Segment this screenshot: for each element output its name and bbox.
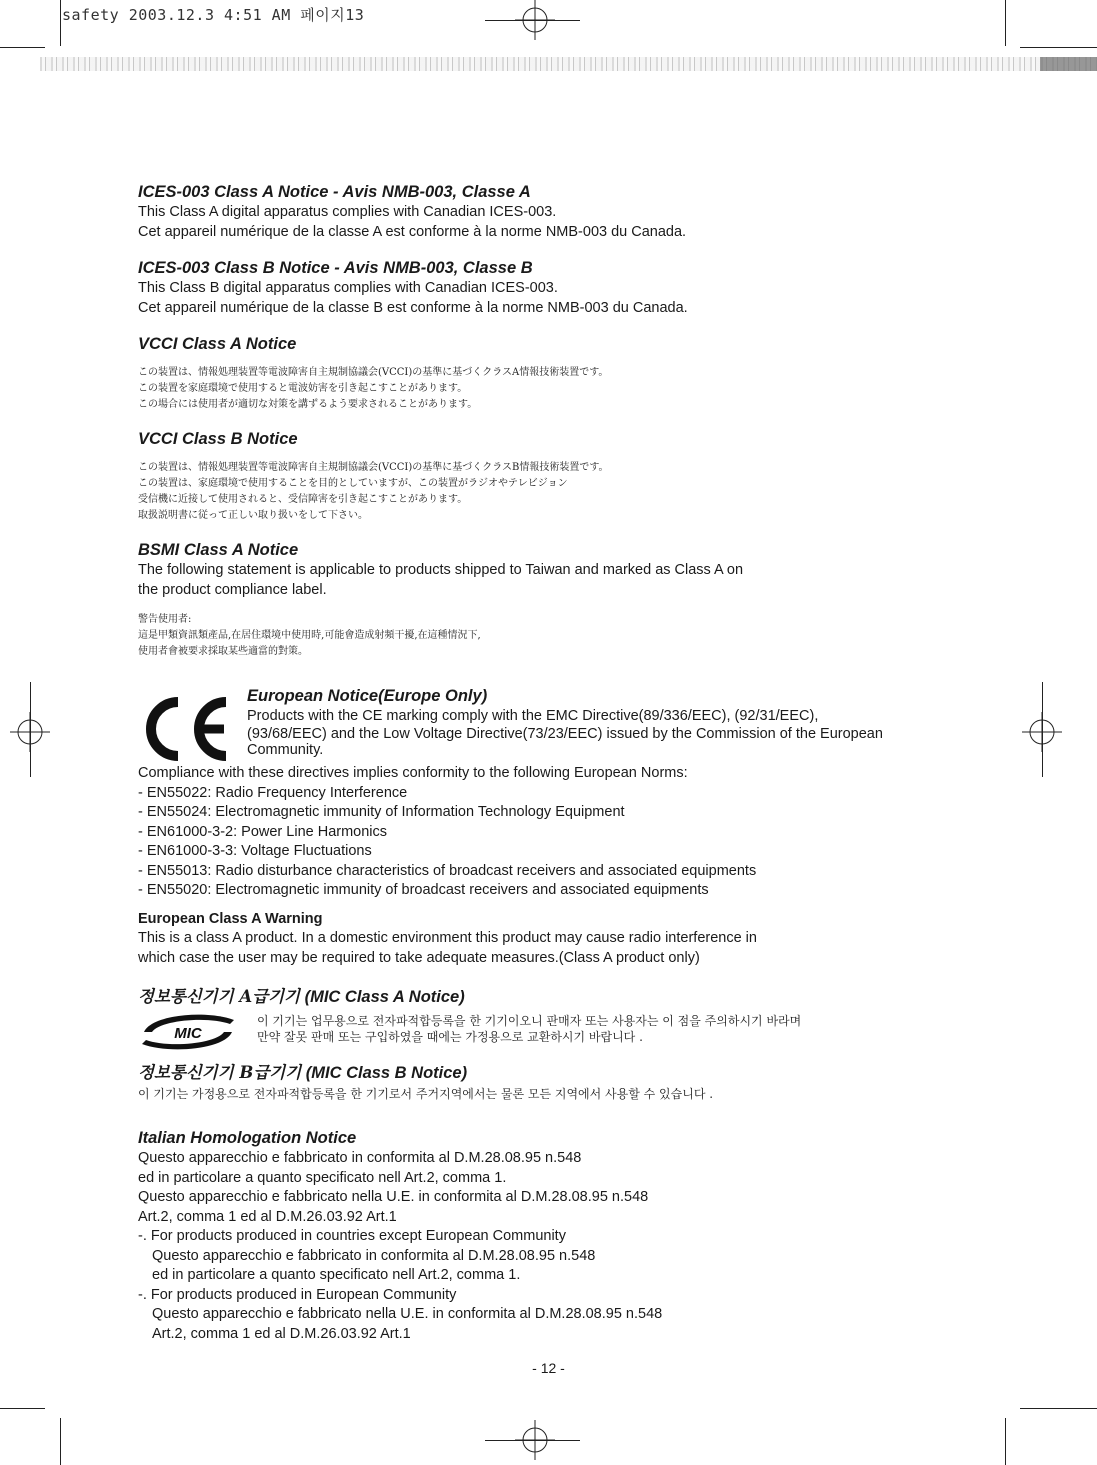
norm-item: - EN61000-3-3: Voltage Fluctuations — [138, 843, 372, 859]
heading-korean: 정보통신기기 A급기기 — [138, 987, 300, 1006]
crop-mark — [1020, 1408, 1097, 1409]
crop-mark — [485, 20, 580, 21]
japanese-line: この装置は、情報処理装置等電波障害自主規制協議会(VCCI)の基準に基づくクラスA情報技術装置です。 — [138, 367, 609, 378]
korean-line: 만약 잘못 판매 또는 구입하였을 때에는 가정용으로 교환하시기 바랍니다 . — [257, 1030, 643, 1044]
text-line: the product compliance label. — [138, 581, 327, 598]
text-line: which case the user may be required to take adequate measures.(Class A product only) — [138, 949, 700, 966]
section-heading-europe: European Notice(Europe Only) — [247, 687, 488, 705]
crop-mark — [60, 0, 61, 46]
japanese-line: この装置は、情報処理装置等電波障害自主規制協議会(VCCI)の基準に基づくクラスB情報技術装置です。 — [138, 462, 609, 473]
norm-item: - EN55022: Radio Frequency Interference — [138, 784, 408, 801]
text-line: Cet appareil numérique de la classe A est conforme à la norme NMB-003 du Canada. — [138, 223, 687, 240]
text-line-indented: Questo apparecchio e fabbricato in conformita al D.M.28.08.95 n.548 — [152, 1247, 596, 1264]
crop-mark — [1005, 1418, 1006, 1465]
crop-mark — [30, 682, 31, 777]
text-line: ed in particolare a quanto specificato nell Art.2, comma 1. — [138, 1169, 507, 1186]
section-heading-ices-a: ICES-003 Class A Notice - Avis NMB-003, Classe A — [138, 183, 531, 201]
mic-notice-block — [138, 1010, 938, 1046]
heading-english: (MIC Class B Notice) — [305, 1064, 468, 1082]
section-heading-mic-b — [138, 1062, 938, 1084]
section-heading-mic-a — [138, 986, 938, 1008]
japanese-line: 取扱説明書に従って正しい取り扱いをして下さい。 — [138, 510, 368, 521]
japanese-line: 受信機に近接して使用されると、受信障害を引き起こすことがあります。 — [138, 494, 468, 505]
text-line: Questo apparecchio e fabbricato nella U.E. in conformita al D.M.28.08.95 n.548 — [138, 1189, 649, 1205]
page-content — [138, 182, 938, 1344]
crop-mark — [1042, 682, 1043, 777]
text-line-indented: ed in particolare a quanto specificato nell Art.2, comma 1. — [152, 1267, 521, 1283]
section-heading-ices-b: ICES-003 Class B Notice - Avis NMB-003, Classe B — [138, 259, 533, 277]
ce-text — [247, 686, 947, 757]
mic-logo-text: MIC — [174, 1025, 202, 1042]
chinese-line: 使用者會被要求採取某些適當的對策。 — [138, 646, 308, 657]
text-line: -. For products produced in countries except European Community — [138, 1228, 566, 1244]
scan-noise-band — [1040, 57, 1097, 71]
page-number: - 12 - — [532, 1360, 565, 1376]
text-line: This Class B digital apparatus complies with Canadian ICES-003. — [138, 280, 558, 296]
section-heading-italian: Italian Homologation Notice — [138, 1129, 357, 1147]
crop-mark — [485, 1440, 580, 1441]
text-line: Products with the CE marking comply with the EMC Directive(89/336/EEC), (92/31/EEC), — [247, 708, 819, 724]
section-subheading-warning: European Class A Warning — [138, 910, 323, 927]
text-line-indented: Questo apparecchio e fabbricato nella U.E. in conformita al D.M.28.08.95 n.548 — [152, 1306, 663, 1322]
text-line: Art.2, comma 1 ed al D.M.26.03.92 Art.1 — [138, 1208, 397, 1225]
text-line: This Class A digital apparatus complies with Canadian ICES-003. — [138, 204, 557, 220]
crop-mark — [1020, 47, 1097, 48]
text-line: Compliance with these directives implies conformity to the following European Norms: — [138, 765, 688, 781]
text-line: Cet appareil numérique de la classe B est conforme à la norme NMB-003 du Canada. — [138, 299, 688, 316]
crop-mark — [0, 47, 45, 48]
section-heading-bsmi: BSMI Class A Notice — [138, 541, 299, 559]
crop-mark — [1005, 0, 1006, 46]
norm-item: - EN55013: Radio disturbance characteristics of broadcast receivers and associated equipments — [138, 862, 757, 879]
crop-mark — [0, 1408, 45, 1409]
mic-logo-icon — [138, 1012, 238, 1052]
scan-noise-band — [40, 57, 1097, 71]
text-line: Community. — [247, 742, 324, 758]
text-line: Questo apparecchio e fabbricato in conformita al D.M.28.08.95 n.548 — [138, 1150, 582, 1166]
text-line: This is a class A product. In a domestic environment this product may cause radio interference in — [138, 930, 757, 946]
korean-line: 이 기기는 가정용으로 전자파적합등록을 한 기기로서 주거지역에서는 물론 모든 지역에서 사용할 수 있습니다 . — [138, 1087, 714, 1101]
text-line: (93/68/EEC) and the Low Voltage Directive(73/23/EEC) issued by the Commission of the European — [247, 726, 883, 742]
text-line: -. For products produced in European Community — [138, 1286, 457, 1303]
korean-line: 이 기기는 업무용으로 전자파적합등록을 한 기기이오니 판매자 또는 사용자는 이 점을 주의하시기 바라며 — [257, 1014, 802, 1028]
norm-item: - EN61000-3-2: Power Line Harmonics — [138, 823, 388, 840]
heading-korean: 정보통신기기 B급기기 — [138, 1063, 302, 1082]
ce-notice-block — [138, 686, 938, 764]
crop-mark — [60, 1418, 61, 1465]
chinese-line: 這是甲類資訊類產品,在居住環境中使用時,可能會造成射頻干擾,在這種情況下, — [138, 630, 481, 641]
print-slug: safety 2003.12.3 4:51 AM 페이지13 — [62, 6, 365, 24]
japanese-line: この場合には使用者が適切な対策を講ずるよう要求されることがあります。 — [138, 399, 478, 410]
section-heading-vcci-b: VCCI Class B Notice — [138, 430, 298, 448]
japanese-line: この装置を家庭環境で使用すると電波妨害を引き起こすことがあります。 — [138, 383, 468, 394]
text-line: The following statement is applicable to products shipped to Taiwan and marked as Class A on — [138, 562, 744, 578]
japanese-line: この装置は、家庭環境で使用することを目的としていますが、この装置がラジオやテレビジョン — [138, 478, 568, 489]
text-line-indented: Art.2, comma 1 ed al D.M.26.03.92 Art.1 — [152, 1325, 411, 1342]
ce-mark-icon — [136, 696, 236, 762]
section-heading-vcci-a: VCCI Class A Notice — [138, 335, 297, 353]
chinese-line: 警告使用者: — [138, 614, 192, 625]
norm-item: - EN55024: Electromagnetic immunity of Information Technology Equipment — [138, 804, 625, 820]
heading-english: (MIC Class A Notice) — [304, 988, 465, 1006]
norm-item: - EN55020: Electromagnetic immunity of broadcast receivers and associated equipments — [138, 882, 709, 898]
mic-a-text — [257, 1013, 957, 1045]
